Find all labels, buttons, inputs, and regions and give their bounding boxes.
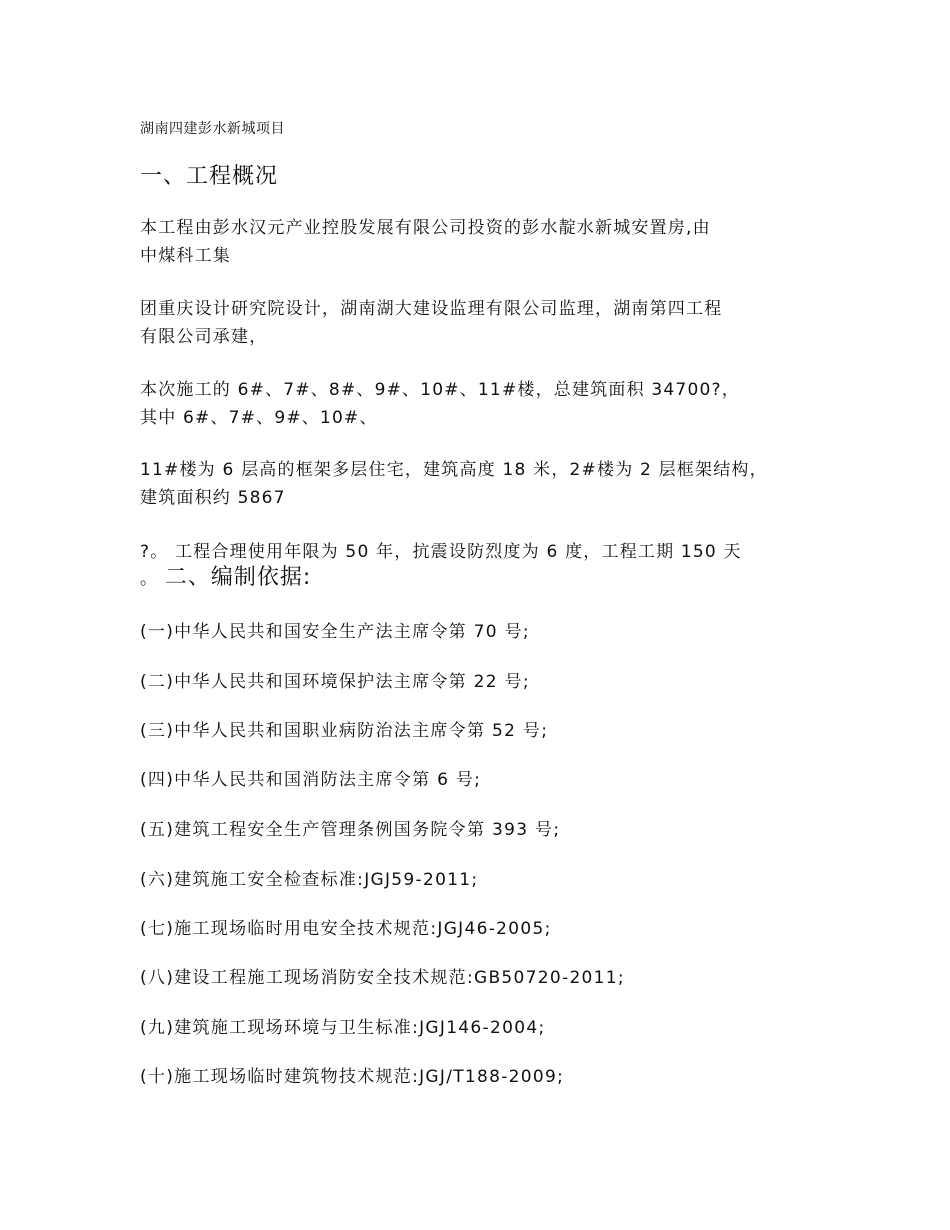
basis-item: (六)建筑施工安全检查标准:JGJ59-2011; [140,870,479,890]
paragraph-line: 本次施工的 6#、7#、8#、9#、10#、11#楼，总建筑面积 34700?， [140,380,740,400]
basis-item: (九)建筑施工现场环境与卫生标准:JGJ146-2004; [140,1018,546,1038]
overview-last-tail: 。 [140,569,159,589]
basis-item: (一)中华人民共和国安全生产法主席令第 70 号; [140,622,530,642]
basis-item: (二)中华人民共和国环境保护法主席令第 22 号; [140,672,530,692]
basis-item: (七)施工现场临时用电安全技术规范:JGJ46-2005; [140,919,552,939]
basis-item: (五)建筑工程安全生产管理条例国务院令第 393 号; [140,820,561,840]
basis-item: (八)建设工程施工现场消防安全技术规范:GB50720-2011; [140,968,625,988]
overview-last-sentence: ?。 工程合理使用年限为 50 年，抗震设防烈度为 6 度，工程工期 150 天 [140,542,742,562]
paragraph-line: 本工程由彭水汉元产业控股发展有限公司投资的彭水靛水新城安置房,由 [140,218,711,238]
basis-item: (三)中华人民共和国职业病防治法主席令第 52 号; [140,721,549,741]
overview-paragraph-3 [140,376,840,432]
section-1-title: 一、工程概况 [140,164,279,189]
paragraph-line: 其中 6#、7#、9#、10#、 [140,408,378,428]
basis-item: (四)中华人民共和国消防法主席令第 6 号; [140,770,482,790]
overview-paragraph-1 [140,214,840,270]
paragraph-line: 有限公司承建， [140,327,268,347]
paragraph-line: 建筑面积约 5867 [140,488,286,508]
basis-item: (十)施工现场临时建筑物技术规范:JGJ/T188-2009; [140,1067,565,1087]
overview-paragraph-2 [140,295,840,351]
document-header: 湖南四建彭水新城项目 [140,121,285,137]
paragraph-line: 中煤科工集 [140,246,231,266]
section-2-title: 二、编制依据: [164,565,312,590]
overview-paragraph-4 [140,456,840,512]
paragraph-line: 11#楼为 6 层高的框架多层住宅，建筑高度 18 米，2#楼为 2 层框架结构， [140,460,768,480]
overview-last-line [140,538,840,593]
paragraph-line: 团重庆设计研究院设计，湖南湖大建设监理有限公司监理，湖南第四工程 [140,299,723,319]
section-2-heading-row [140,564,840,593]
